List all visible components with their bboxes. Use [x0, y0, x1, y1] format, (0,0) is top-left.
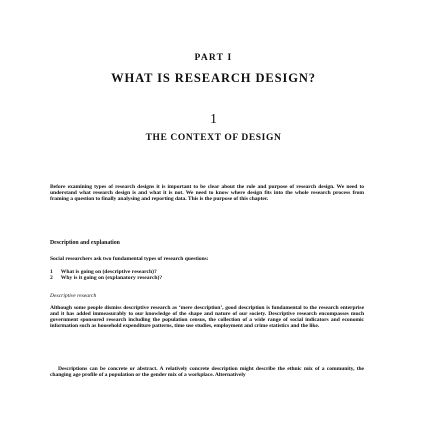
- section-heading: Description and explanation: [50, 240, 120, 246]
- subheading: Descriptive research: [50, 293, 97, 299]
- part-label: PART I: [194, 53, 233, 63]
- list-item-number: 2: [50, 275, 53, 282]
- intro-paragraph: [50, 184, 364, 202]
- chapter-title: THE CONTEXT OF DESIGN: [145, 133, 282, 143]
- part-title: WHAT IS RESEARCH DESIGN?: [111, 71, 316, 85]
- paragraph-1-text: Although some people dismiss descriptive research as ‘mere description’, good description is fundamental to the research enterprise and it has added immeasurably to our knowledge of the shape and nature of our society. Descriptive research encompasses much government sponsored research including the population census, the collection of a wide range of social indicators and economic information such as household expenditure patterns, time use studies, employment and crime statistics and the like.: [50, 305, 364, 330]
- list-item: [50, 275, 364, 281]
- list-item-text: Why is it going on (explanatory research)?: [60, 275, 163, 282]
- paragraph-2-text: Descriptions can be concrete or abstract. A relatively concrete description might describe the ethnic mix of a community, the changing age profile of a population or the gender mix of a workplace. Alternatively: [50, 366, 364, 379]
- list-item-text: What is going on (descriptive research)?: [60, 269, 157, 275]
- paragraph-2: [50, 366, 364, 378]
- paragraph-1: [50, 305, 364, 329]
- intro-text: Before examining types of research designs it is important to be clear about the role and purpose of research design. We need to understand what research design is and what it is not. We need to know where design fits into the whole research process from framing a question to finally analysing and reporting data. This is the purpose of this chapter.: [50, 184, 364, 203]
- chapter-number: 1: [210, 112, 217, 127]
- lead-paragraph: [50, 256, 364, 262]
- question-list: [50, 269, 364, 281]
- lead-text: Social researchers ask two fundamental types of research questions:: [50, 256, 209, 262]
- list-item-number: 1: [50, 269, 53, 275]
